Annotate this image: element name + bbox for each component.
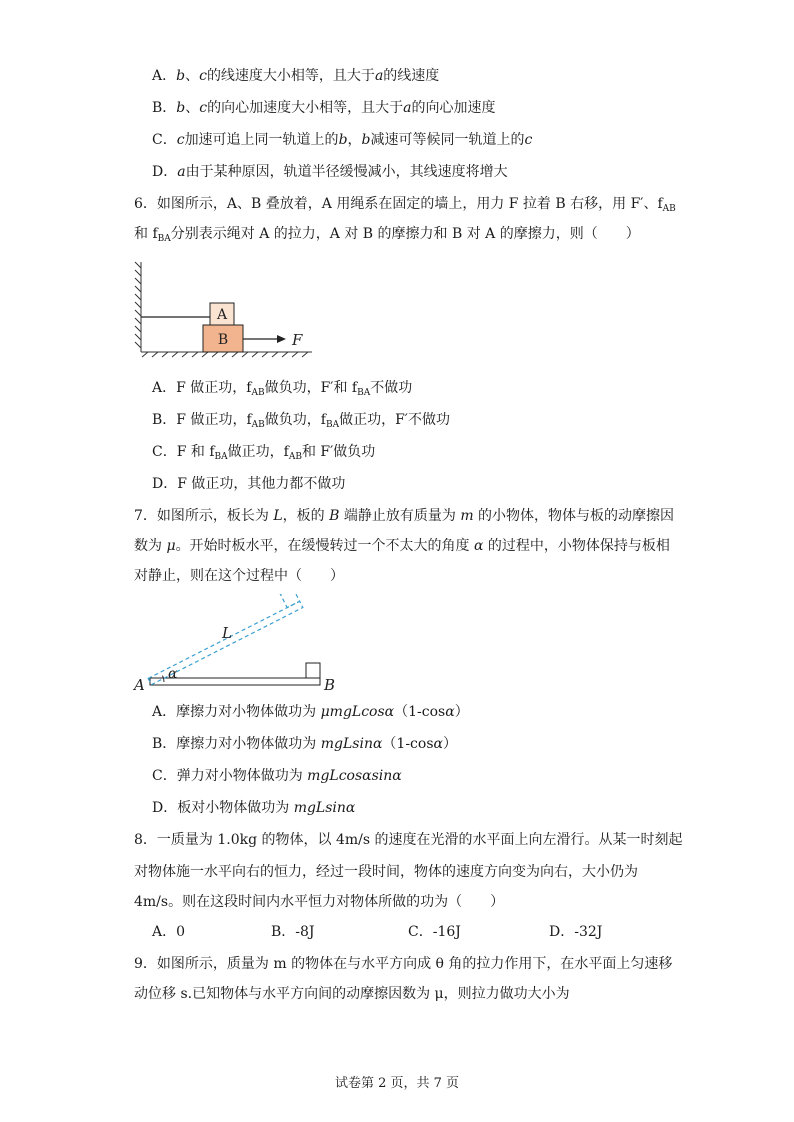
option-label: A． <box>152 68 177 84</box>
text: 、 <box>185 68 200 84</box>
subscript: BA <box>214 452 228 462</box>
var: c <box>199 100 208 116</box>
subscript: AB <box>251 420 265 430</box>
q7-figure <box>130 594 350 696</box>
text: 和 F′做负功 <box>301 444 376 460</box>
option-label: C． <box>152 132 177 148</box>
text: 和 f <box>134 226 158 242</box>
q8-stem-line-2 <box>134 862 638 882</box>
text: 做正功，F′不做功 <box>339 412 450 428</box>
text: B．-8J <box>271 924 315 940</box>
option-label: C． <box>152 768 177 784</box>
q5-option-c <box>152 130 532 150</box>
force-arrowhead <box>277 335 286 343</box>
wall-hatching <box>135 262 141 352</box>
q8-option-b <box>271 922 315 942</box>
text: C．F 和 f <box>152 444 215 460</box>
var: a <box>177 164 186 180</box>
text: 的向心加速度 <box>411 100 496 116</box>
subscript: AB <box>662 204 676 214</box>
text: 。开始时板水平，在缓慢转过一个不太大的角度 <box>175 538 475 554</box>
text: 板对小物体做功为 <box>177 800 294 816</box>
text: A．0 <box>152 924 186 940</box>
text: 不做功 <box>370 380 413 396</box>
text: ） <box>454 704 469 720</box>
subscript: BA <box>357 388 371 398</box>
expression: mgLsinα <box>320 736 383 752</box>
q5-option-d <box>152 162 508 182</box>
text: ） <box>442 736 457 752</box>
block <box>306 663 320 678</box>
text: 加速可追上同一轨道上的 <box>184 132 339 148</box>
var: α <box>474 538 484 554</box>
var: μ <box>166 538 176 554</box>
q6-stem-line-1 <box>134 194 676 219</box>
block-b-label: B <box>217 332 229 348</box>
expression: μmgLcosα <box>320 704 395 720</box>
text: ，板的 <box>282 508 330 524</box>
q7-stem-line-3 <box>134 566 344 586</box>
text: 4m/s。则在这段时间内水平恒力对物体所做的功为（ ） <box>134 894 505 910</box>
text: 6．如图所示，A、B 叠放着，A 用绳系在固定的墙上，用力 F 拉着 B 右移，用 F′、f <box>134 196 663 212</box>
text: 对物体施一水平向右的恒力，经过一段时间，物体的速度方向变为向右，大小仍为 <box>134 864 638 880</box>
text: （1-cos <box>382 736 434 752</box>
subscript: BA <box>157 234 171 244</box>
var: c <box>524 132 533 148</box>
text: 分别表示绳对 A 的拉力，A 对 B 的摩擦力和 B 对 A 的摩擦力，则（ ） <box>170 226 640 242</box>
q7-option-a <box>152 702 469 722</box>
q7-stem-line-2 <box>134 536 670 556</box>
text: 摩擦力对小物体做功为 <box>176 704 321 720</box>
text: ， <box>347 132 362 148</box>
var: c <box>199 68 207 84</box>
text: C．-16J <box>408 924 461 940</box>
text: D．-32J <box>549 924 603 940</box>
var: b <box>176 68 186 84</box>
q6-option-a <box>152 378 412 403</box>
q8-option-d <box>549 922 602 942</box>
var: B <box>329 508 340 524</box>
label-alpha: α <box>168 666 178 682</box>
var: a <box>403 100 412 116</box>
text: 减速可等候同一轨道上的 <box>370 132 525 148</box>
q6-option-d <box>152 474 345 494</box>
text: （1-cos <box>394 704 446 720</box>
q9-stem-line-1 <box>134 954 672 974</box>
var: L <box>273 508 283 524</box>
label-b: B <box>324 676 336 694</box>
subscript: AB <box>251 388 265 398</box>
var: b <box>176 100 186 116</box>
option-label: D． <box>152 800 178 816</box>
text: 、 <box>185 100 200 116</box>
text: A．F 做正功，f <box>152 380 252 396</box>
q9-stem-line-2 <box>134 984 570 1004</box>
text: 的小物体，物体与板的动摩擦因 <box>473 508 675 524</box>
text: 弹力对小物体做功为 <box>176 768 308 784</box>
q7-option-c <box>152 766 402 786</box>
text: 端静止放有质量为 <box>339 508 461 524</box>
option-label: A． <box>152 704 177 720</box>
var: a <box>374 68 384 84</box>
text: 的线速度 <box>383 68 440 84</box>
text: 7．如图所示，板长为 <box>134 508 274 524</box>
q7-option-d <box>152 798 355 818</box>
text: 动位移 s.已知物体与水平方向间的动摩擦因数为 μ，则拉力做功大小为 <box>134 986 570 1002</box>
q7-stem-line-1 <box>134 506 674 526</box>
q8-stem-line-1 <box>134 830 683 850</box>
label-l: L <box>222 624 232 642</box>
page-footer: 试卷第 2 页，共 7 页 <box>334 1076 460 1091</box>
q8-option-a <box>152 922 185 942</box>
text: B．F 做正功，f <box>152 412 252 428</box>
text: 做负功，f <box>264 412 326 428</box>
text: 做负功，F′和 f <box>264 380 358 396</box>
text: 的向心加速度大小相等，且大于 <box>207 100 404 116</box>
text: 8．一质量为 1.0kg 的物体，以 4m/s 的速度在光滑的水平面上向左滑行。从某一时刻起 <box>134 832 683 848</box>
expression: mgLsinα <box>293 800 356 816</box>
text: 做正功，f <box>227 444 289 460</box>
q5-option-a <box>152 66 439 86</box>
subscript: BA <box>325 420 340 430</box>
var: α <box>433 736 443 752</box>
text: 对静止，则在这个过程中（ ） <box>134 568 344 584</box>
q6-figure <box>130 256 320 358</box>
block-a-label: A <box>216 307 228 323</box>
var: m <box>460 508 474 524</box>
q6-option-b <box>152 410 450 435</box>
var: b <box>338 132 348 148</box>
q6-stem-line-2 <box>134 224 640 249</box>
option-label: D． <box>152 164 178 180</box>
expression: mgLcosαsinα <box>307 768 402 784</box>
text: 9．如图所示，质量为 m 的物体在与水平方向成 θ 角的拉力作用下，在水平面上匀速移 <box>134 956 673 972</box>
var: α <box>445 704 455 720</box>
var: b <box>361 132 371 148</box>
text: D．F 做正功，其他力都不做功 <box>152 476 346 492</box>
option-label: B． <box>152 736 177 752</box>
subscript: AB <box>288 452 302 462</box>
text: 由于某种原因，轨道半径缓慢减小，其线速度将增大 <box>185 164 508 180</box>
label-a: A <box>134 676 145 694</box>
text: 摩擦力对小物体做功为 <box>176 736 321 752</box>
ground-hatching <box>141 352 312 357</box>
text: 的线速度大小相等，且大于 <box>206 68 375 84</box>
text: 的过程中，小物体保持与板相 <box>483 538 670 554</box>
q8-option-c <box>408 922 461 942</box>
q7-option-b <box>152 734 457 754</box>
var: c <box>176 132 185 148</box>
option-label: B． <box>152 100 177 116</box>
q8-stem-line-3 <box>134 892 504 912</box>
q5-option-b <box>152 98 495 118</box>
q6-option-c <box>152 442 375 467</box>
force-label: F <box>292 331 303 349</box>
text: 数为 <box>134 538 167 554</box>
